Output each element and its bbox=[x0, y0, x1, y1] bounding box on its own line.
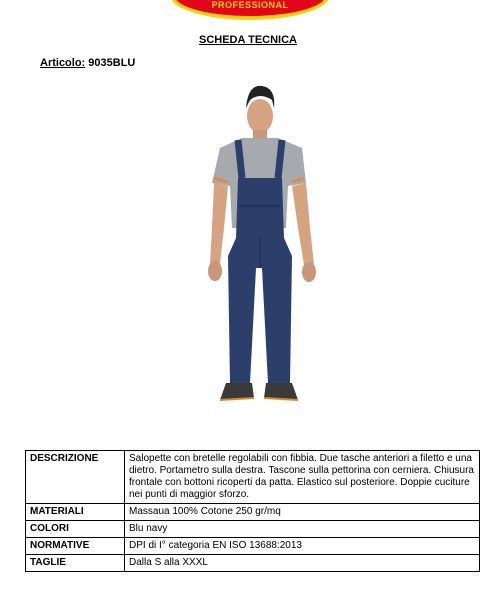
spec-value: Blu navy bbox=[125, 521, 480, 538]
table-row bbox=[26, 451, 480, 504]
article-value: 9035BLU bbox=[88, 57, 136, 69]
spec-value: DPI di I° categoria EN ISO 13688:2013 bbox=[125, 538, 480, 555]
article-label: Articolo: bbox=[40, 57, 86, 69]
left-arm bbox=[210, 183, 228, 264]
table-row bbox=[26, 538, 480, 555]
table-row bbox=[26, 555, 480, 572]
spec-value: Massaua 100% Cotone 250 gr/mq bbox=[125, 504, 480, 521]
table-row bbox=[26, 504, 480, 521]
spec-label: MATERIALI bbox=[26, 504, 125, 521]
spec-value: Dalla S alla XXXL bbox=[125, 555, 480, 572]
right-arm bbox=[292, 183, 314, 265]
spec-label: DESCRIZIONE bbox=[26, 451, 125, 504]
spec-value: Salopette con bretelle regolabili con fibbia. Due tasche anteriori a filetto e una dietro. Portametro sulla destra. Tascone sulla pettorina con cerniera. Chiusura frontale con bottoni ricoperti da patta. Elastico sul posteriore. Doppie cuciture nei punti di maggior sforzo. bbox=[125, 451, 480, 504]
page-title: SCHEDA TECNICA bbox=[199, 34, 297, 46]
brand-logo bbox=[170, 0, 330, 20]
spec-label: TAGLIE bbox=[26, 555, 125, 572]
logo-text: PROFESSIONAL bbox=[211, 0, 289, 10]
overall-bib bbox=[228, 178, 292, 383]
spec-label: NORMATIVE bbox=[26, 538, 125, 555]
right-hand bbox=[302, 262, 316, 282]
spec-table bbox=[25, 450, 480, 572]
product-photo bbox=[180, 78, 320, 443]
article-code bbox=[40, 57, 135, 69]
spec-label: COLORI bbox=[26, 521, 125, 538]
table-row bbox=[26, 521, 480, 538]
head bbox=[247, 99, 273, 133]
left-hand bbox=[208, 261, 222, 281]
